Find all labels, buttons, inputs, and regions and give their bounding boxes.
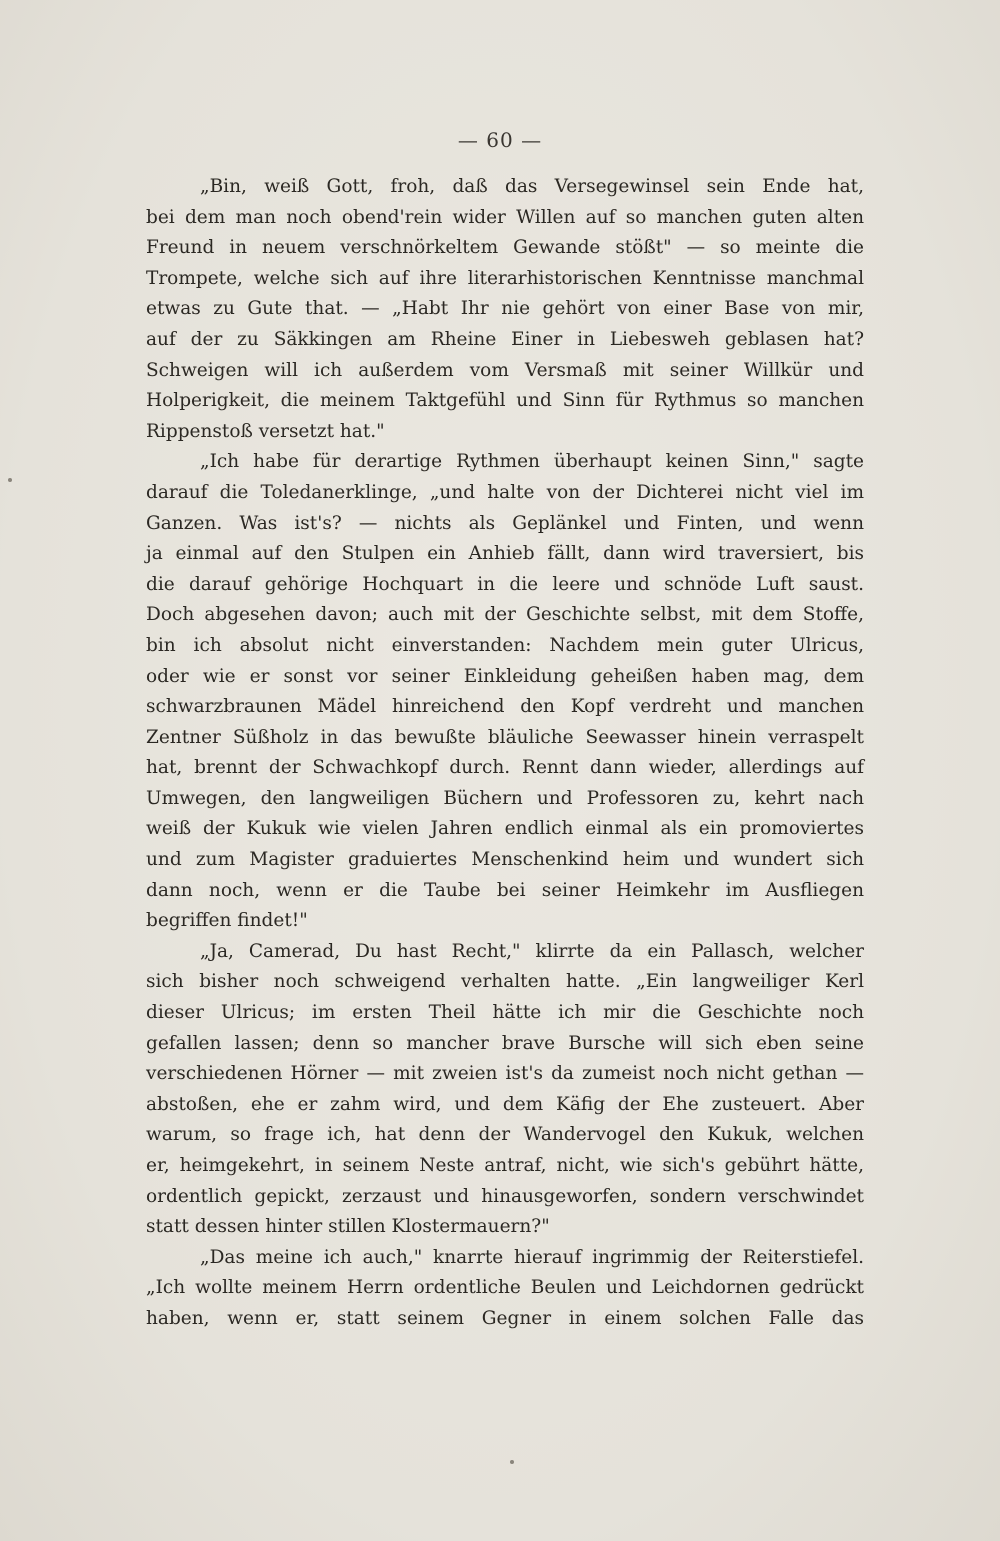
- text-line: er, heimgekehrt, in seinem Neste antraf, nicht, wie sich's gebührt hätte,: [146, 1155, 864, 1176]
- text-line: Umwegen, den langweiligen Büchern und Professoren zu, kehrt nach: [146, 787, 864, 809]
- text-line: auf der zu Säkkingen am Rheine Einer in Liebesweh geblasen hat?: [146, 328, 864, 350]
- text-line: schwarzbraunen Mädel hinreichend den Kopf verdreht und manchen: [146, 696, 864, 718]
- body-text: [146, 172, 864, 1335]
- text-line: „Bin, weiß Gott, froh, daß das Versegewinsel sein Ende hat,: [200, 176, 864, 197]
- text-line: die darauf gehörige Hochquart in die leere und schnöde Luft saust.: [146, 573, 864, 595]
- paper-speck: [8, 478, 12, 482]
- text-line: abstoßen, ehe er zahm wird, und dem Käfig der Ehe zusteuert. Aber: [146, 1093, 864, 1115]
- text-line: etwas zu Gute that. — „Habt Ihr nie gehört von einer Base von mir,: [146, 298, 864, 320]
- text-line: oder wie er sonst vor seiner Einkleidung geheißen haben mag, dem: [146, 665, 864, 687]
- text-line: begriffen findet!": [146, 910, 308, 932]
- text-line: Freund in neuem verschnörkeltem Gewande stößt" — so meinte die: [146, 237, 864, 259]
- text-line: „Ich wollte meinem Herrn ordentliche Beulen und Leichdornen gedrückt: [146, 1277, 864, 1299]
- text-line: hat, brennt der Schwachkopf durch. Rennt dann wieder, allerdings auf: [146, 757, 864, 779]
- text-line: „Das meine ich auch," knarrte hierauf ingrimmig der Reiterstiefel.: [200, 1246, 864, 1268]
- text-line: weiß der Kukuk wie vielen Jahren endlich einmal als ein promoviertes: [146, 818, 864, 840]
- text-line: ja einmal auf den Stulpen ein Anhieb fällt, dann wird traversiert, bis: [146, 543, 864, 565]
- text-line: Doch abgesehen davon; auch mit der Geschichte selbst, mit dem Stoffe,: [146, 604, 864, 626]
- text-line: haben, wenn er, statt seinem Gegner in einem solchen Falle das: [146, 1307, 864, 1329]
- text-line: Rippenstoß versetzt hat.": [146, 420, 385, 442]
- text-line: dann noch, wenn er die Taube bei seiner Heimkehr im Ausfliegen: [146, 879, 864, 901]
- page-number: — 60 —: [457, 128, 543, 152]
- paper-speck: [510, 1460, 514, 1464]
- text-line: „Ja, Camerad, Du hast Recht," klirrte da ein Pallasch, welcher: [200, 940, 864, 962]
- text-line: Zentner Süßholz in das bewußte bläuliche Seewasser hinein verraspelt: [146, 726, 864, 748]
- text-line: bei dem man noch obend'rein wider Willen auf so manchen guten alten: [146, 206, 864, 228]
- text-line: bin ich absolut nicht einverstanden: Nachdem mein guter Ulricus,: [146, 634, 864, 656]
- text-line: und zum Magister graduiertes Menschenkind heim und wundert sich: [146, 849, 864, 871]
- text-line: dieser Ulricus; im ersten Theil hätte ich mir die Geschichte noch: [146, 1002, 864, 1024]
- text-line: ordentlich gepickt, zerzaust und hinausgeworfen, sondern verschwindet: [146, 1185, 864, 1207]
- text-line: Holperigkeit, die meinem Taktgefühl und Sinn für Rythmus so manchen: [146, 390, 864, 412]
- text-line: Trompete, welche sich auf ihre literarhistorischen Kenntnisse manchmal: [146, 267, 864, 289]
- text-line: Ganzen. Was ist's? — nichts als Geplänkel und Finten, und wenn: [146, 512, 864, 534]
- text-line: gefallen lassen; denn so mancher brave Bursche will sich eben seine: [146, 1032, 864, 1054]
- text-line: sich bisher noch schweigend verhalten hatte. „Ein langweiliger Kerl: [146, 971, 864, 993]
- text-line: verschiedenen Hörner — mit zweien ist's da zumeist noch nicht gethan —: [146, 1063, 864, 1085]
- text-line: darauf die Toledanerklinge, „und halte von der Dichterei nicht viel im: [146, 481, 864, 503]
- text-line: Schweigen will ich außerdem vom Versmaß mit seiner Willkür und: [146, 359, 864, 381]
- text-line: statt dessen hinter stillen Klostermauern?": [146, 1216, 550, 1238]
- text-line: „Ich habe für derartige Rythmen überhaupt keinen Sinn," sagte: [200, 451, 864, 473]
- text-line: warum, so frage ich, hat denn der Wandervogel den Kukuk, welchen: [146, 1124, 864, 1146]
